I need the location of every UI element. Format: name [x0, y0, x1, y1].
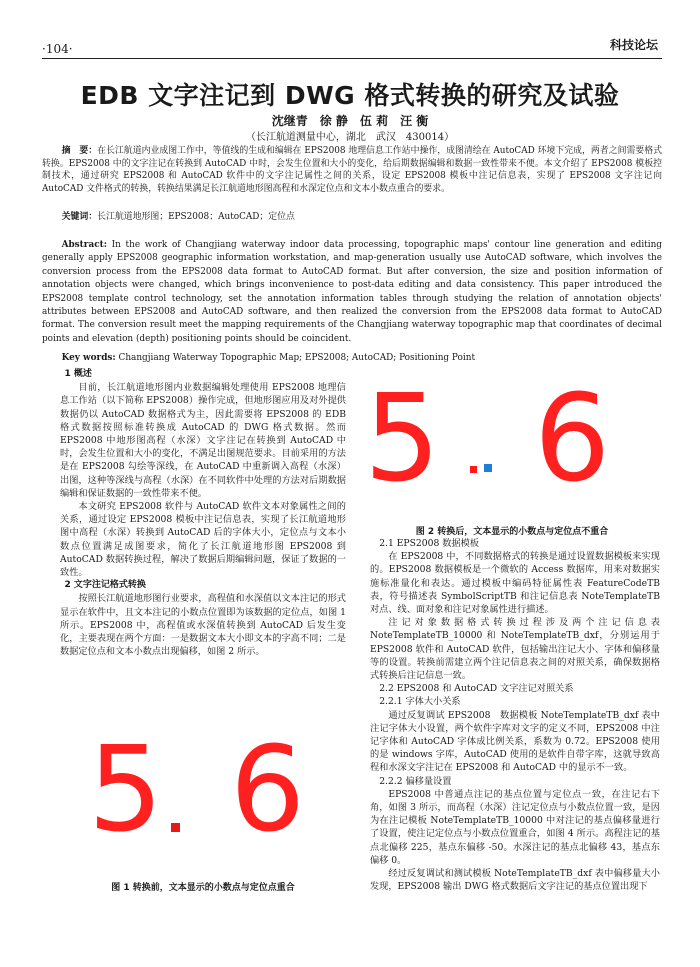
- figure-1-digit-5: 5: [88, 720, 164, 858]
- figure-2-digit-5: 5: [364, 370, 441, 509]
- figure-1-decimal-point: [171, 823, 180, 832]
- keywords-cn-label: 关键词：: [61, 212, 98, 222]
- left-column: [60, 368, 346, 658]
- page-number: ·104·: [42, 42, 73, 56]
- authors: 沈继青 徐 静 伍 莉 汪 衡: [271, 114, 429, 128]
- paragraph-2-1-b: 注记对象数据格式转换过程涉及两个注记信息表 NoteTemplateTB_10000 和 NoteTemplateTB_dxf，分别运用于 EPS2008 软件和 AutoCAD 软件，包括输出注记大小、字体和偏移量等的设置。转换前需建立两个注记信息表之间的对照关系，确保数据格式转换后注记信息一致。: [370, 617, 660, 682]
- paragraph-2-2-1: 通过反复调试 EPS2008 数据模板 NoteTemplateTB_dxf 表中注记字体大小设置，两个软件字库对文字的定义不同，EPS2008 中注记字体和 AutoCAD 字体成比例关系，系数为 0.72。EPS2008 使用的是 windows 字库，AutoCAD 使用的是软件自带字库，这就导致高程和水深文字注记在 EPS2008 和 AutoCAD 中的显示不一致。: [370, 709, 660, 774]
- keywords-cn-text: 长江航道地形图；EPS2008；AutoCAD；定位点: [97, 212, 295, 222]
- keywords-en-text: Changjiang Waterway Topographic Map; EPS2008; AutoCAD; Positioning Point: [118, 353, 476, 363]
- heading-2-2-2: 2.2.2 偏移量设置: [379, 775, 452, 787]
- figure-1: [60, 716, 346, 866]
- paper-title: EDB 文字注记到 DWG 格式转换的研究及试验: [80, 81, 620, 110]
- header-rule: [42, 58, 662, 59]
- keywords-en: [42, 352, 662, 365]
- heading-2-2-1: 2.2.1 字体大小关系: [379, 696, 461, 708]
- abstract-en-label: Abstract:: [61, 240, 107, 250]
- abstract-cn-text: 在长江航道内业成图工作中，等值线的生成和编辑在 EPS2008 地理信息工作站中操作，成图清绘在 AutoCAD 环境下完成，两者之间需要格式转换。EPS2008 中的文字注记在转换到 AutoCAD 中时，会发生位置和大小的变化，给后期数据编辑和数据一致性带来不便。本文介绍了 EPS2008 模板控制技术，通过研究 EPS2008 和 AutoCAD 软件中的文字注记属性之间的关系，设定 EPS2008 模板中注记信息表，实现了 EPS2008 文字注记向 AutoCAD 文件格式的转换，转换结果满足长江航道地形图高程和水深定位点和文本小数点重合的要求。: [42, 146, 663, 194]
- figure-1-caption: 图 1 转换前，文本显示的小数点与定位点重合: [111, 883, 295, 893]
- figure-2-positioning-point: [484, 464, 492, 472]
- section-1-heading: 1 概述: [64, 369, 92, 379]
- figure-2: [362, 370, 652, 514]
- figure-2-decimal-point: [470, 466, 477, 473]
- abstract-en: [42, 239, 662, 346]
- section-1-paragraph-2: 本文研究 EPS2008 软件与 AutoCAD 软件文本对象属性之间的关系，通过设定 EPS2008 模板中注记信息表，实现了长江航道地形图中高程（水深）转换到 AutoCAD 后的字体大小，定位点与文本小数点位置满足成图要求，简化了长江航道地形图 EPS2008 到 AutoCAD 数据转换过程，解决了数据后期编辑问题，保证了数据的一致性。: [60, 501, 346, 579]
- right-column: [370, 537, 660, 893]
- paragraph-2-1-a: 在 EPS2008 中，不同数据格式的转换是通过设置数据模板来实现的。EPS2008 数据模板是一个微软的 Access 数据库，用来对数据实施标准量化和表达。通过模板中编码特征属性表 FeatureCodeTB 表，符号描述表 SymbolScriptTB 和注记信息表 NoteTemplateTB 对点、线、面对象和注记对象属性进行描述。: [370, 551, 660, 616]
- figure-2-digit-6: 6: [534, 370, 611, 509]
- keywords-cn: [42, 211, 662, 224]
- journal-name: 科技论坛: [609, 38, 658, 52]
- section-1-paragraph-1: 目前，长江航道地形图内业数据编辑处理使用 EPS2008 地理信息工作站（以下简称 EPS2008）操作完成，但地形图应用及对外提供数据仍以 AutoCAD 数据格式为主，因此需要将 EPS2008 的 EDB 格式数据按照标准转换成 AutoCAD 的 DWG 格式数据。然而 EPS2008 中地形图高程（水深）文字注记在转换到 AutoCAD 中时，会发生位置和大小的变化，不满足出图规范要求。目前采用的方法是在 EPS2008 勾绘等深线，在 AutoCAD 中重新调入高程（水深）出图，这种等深线与高程（水深）在不同软件中处理的方法对后期数据编辑和保证数据的一致性带来不便。: [60, 382, 346, 499]
- section-2-paragraph-1: 按照长江航道地形图行业要求，高程值和水深值以文本注记的形式显示在软件中，且文本注记的小数点位置即为该数据的定位点，如图 1 所示。EPS2008 中，高程值或水深值转换到 AutoCAD 后发生变化，主要表现在两个方面：一是数据文本大小即文本的字高不同；二是数据定位点和文本小数点出现偏移，如图 2 所示。: [60, 593, 346, 658]
- figure-2-caption: 图 2 转换后，文本显示的小数点与定位点不重合: [415, 527, 609, 537]
- heading-2-1: 2.1 EPS2008 数据模板: [379, 538, 479, 549]
- paragraph-2-2-2: EPS2008 中普通点注记的基点位置与定位点一致，在注记右下角，如图 3 所示，而高程（水深）注记定位点与小数点位置一致，是因为在注记模板 NoteTemplateTB_10000 中对注记的基点偏移量进行了设置，使注记定位点与小数点位置重合，如图 4 所示。高程注记的基点北偏移 225，基点东偏移 -50。水深注记的基点北偏移 43，基点东偏移 0。: [370, 788, 660, 866]
- affiliation: （长江航道测量中心，湖北 武汉 430014）: [245, 132, 455, 143]
- section-2-heading: 2 文字注记格式转换: [64, 580, 146, 591]
- paragraph-2-2-2-b: 经过反复调试和测试模板 NoteTemplateTB_dxf 表中偏移量大小发现，EPS2008 输出 DWG 格式数据后文字注记的基点位置出现下: [370, 868, 660, 893]
- abstract-cn: [42, 145, 662, 195]
- figure-1-digit-6: 6: [230, 720, 306, 858]
- keywords-en-label: Key words:: [61, 353, 116, 363]
- abstract-en-text: In the work of Changjiang waterway indoor data processing, topographic maps' contour line generation and editing generally apply EPS2008 geographic information workstation, and map-generation usually use AutoCAD software, which involves the conversion process from the EPS2008 data format to AutoCAD format. But after conversion, the size and position information of annotation objects were changed, which brings inconvenience to post-data editing and data consistency. This paper introduced the EPS2008 template control technology, set the annotation information tables through studying the relation of annotation objects' attributes between EPS2008 and AutoCAD software, and then realized the conversion from the EPS2008 data format to AutoCAD format. The conversion result meet the mapping requirements of the Changjiang waterway topographic map that coordinates of decimal points and elevation (depth) positioning points should be coincident.: [42, 240, 662, 344]
- abstract-cn-label: 摘 要：: [61, 146, 98, 156]
- heading-2-2: 2.2 EPS2008 和 AutoCAD 文字注记对照关系: [379, 683, 574, 695]
